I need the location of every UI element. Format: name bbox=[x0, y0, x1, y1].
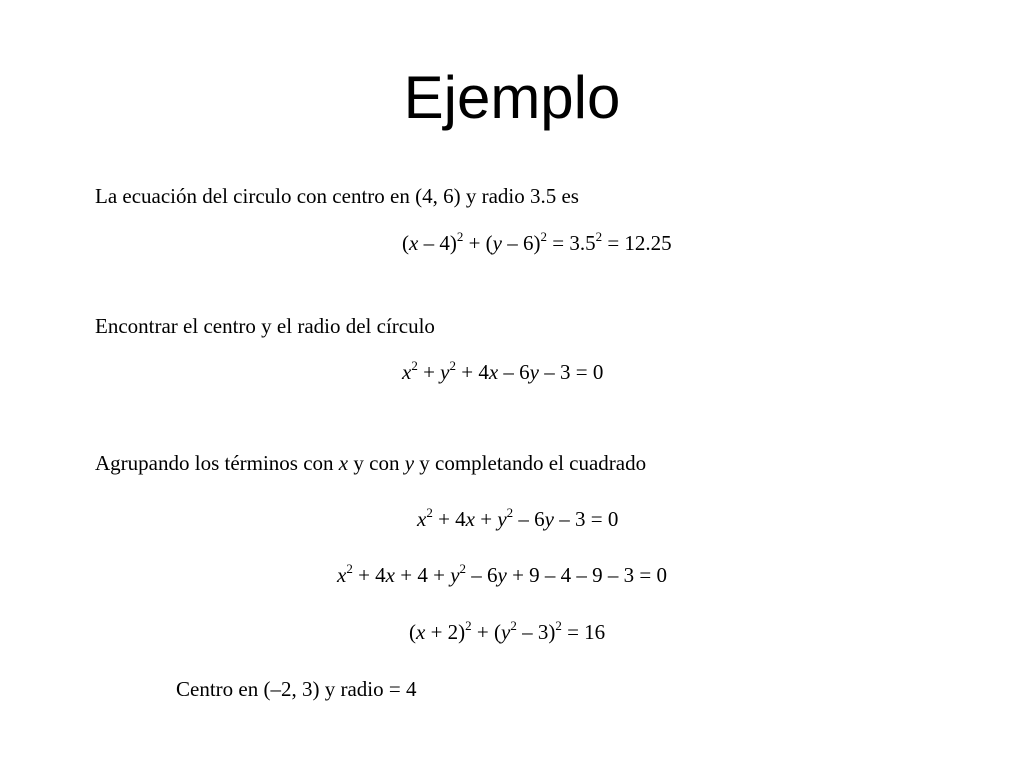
eq5-var: y bbox=[501, 620, 511, 644]
eq1-part: = 12.25 bbox=[602, 231, 672, 255]
eq4-var: x bbox=[385, 563, 395, 587]
eq3-var: x bbox=[465, 507, 475, 531]
task-text: Encontrar el centro y el radio del círculo bbox=[95, 314, 435, 338]
eq1-exponent: 2 bbox=[540, 229, 547, 244]
grouping-var: x bbox=[338, 451, 349, 475]
eq3-part: + 4 bbox=[432, 507, 466, 531]
eq4-exponent: 2 bbox=[346, 561, 353, 576]
eq3-exponent: 2 bbox=[506, 505, 514, 520]
eq1-var: y bbox=[492, 231, 502, 255]
grouping-part: y con bbox=[348, 451, 405, 475]
eq1-part: = 3.5 bbox=[547, 231, 596, 255]
eq4-part: – 6 bbox=[466, 563, 498, 587]
eq2-var: x bbox=[402, 360, 412, 384]
equation-grouped bbox=[417, 506, 618, 532]
grouping-var: y bbox=[404, 451, 415, 475]
eq4-var: x bbox=[337, 563, 347, 587]
eq3-exponent: 2 bbox=[426, 505, 433, 520]
eq4-var: y bbox=[497, 563, 507, 587]
eq2-part: + bbox=[417, 360, 441, 384]
eq5-exponent: 2 bbox=[555, 618, 562, 633]
eq2-var: x bbox=[488, 360, 499, 384]
intro-text: La ecuación del circulo con centro en (4, 6) y radio 3.5 es bbox=[95, 184, 579, 208]
eq2-part: – 3 = 0 bbox=[539, 360, 604, 384]
eq3-part: – 3 = 0 bbox=[554, 507, 619, 531]
eq3-part: + bbox=[475, 507, 498, 531]
grouping-text bbox=[95, 450, 646, 476]
eq5-part: + ( bbox=[471, 620, 502, 644]
eq2-exponent: 2 bbox=[411, 358, 418, 373]
eq1-exponent: 2 bbox=[595, 229, 603, 244]
equation-circle-standard bbox=[402, 230, 672, 256]
eq2-part: – 6 bbox=[498, 360, 530, 384]
eq3-part: – 6 bbox=[513, 507, 545, 531]
eq5-exponent: 2 bbox=[465, 618, 472, 633]
eq5-var: x bbox=[416, 620, 426, 644]
slide-title: Ejemplo bbox=[403, 64, 621, 131]
equation-completed-square bbox=[337, 562, 667, 588]
eq4-part: + 4 bbox=[352, 563, 386, 587]
eq3-var: y bbox=[544, 507, 554, 531]
eq1-part: – 4) bbox=[418, 231, 457, 255]
eq5-part: ( bbox=[409, 620, 416, 644]
grouping-part: y completando el cuadrado bbox=[414, 451, 647, 475]
equation-general-form bbox=[402, 359, 603, 385]
eq1-part: ( bbox=[402, 231, 409, 255]
eq5-part: – 3) bbox=[516, 620, 556, 644]
eq2-var: y bbox=[440, 360, 450, 384]
eq2-part: + 4 bbox=[456, 360, 489, 384]
eq5-exponent: 2 bbox=[510, 618, 517, 633]
eq1-var: x bbox=[409, 231, 419, 255]
grouping-part: Agrupando los términos con bbox=[95, 451, 339, 475]
eq5-part: + 2) bbox=[425, 620, 466, 644]
eq1-part: + ( bbox=[463, 231, 493, 255]
eq3-var: y bbox=[497, 507, 507, 531]
eq2-exponent: 2 bbox=[449, 358, 456, 373]
eq1-part: – 6) bbox=[502, 231, 541, 255]
eq4-part: + 9 – 4 – 9 – 3 = 0 bbox=[506, 563, 668, 587]
eq5-part: = 16 bbox=[561, 620, 606, 644]
eq4-var: y bbox=[450, 563, 460, 587]
eq2-var: y bbox=[529, 360, 539, 384]
eq3-var: x bbox=[417, 507, 427, 531]
eq4-part: + 4 + bbox=[395, 563, 451, 587]
equation-factored bbox=[409, 619, 605, 645]
eq4-exponent: 2 bbox=[459, 561, 467, 576]
conclusion-text: Centro en (–2, 3) y radio = 4 bbox=[176, 677, 417, 701]
eq1-exponent: 2 bbox=[456, 229, 464, 244]
